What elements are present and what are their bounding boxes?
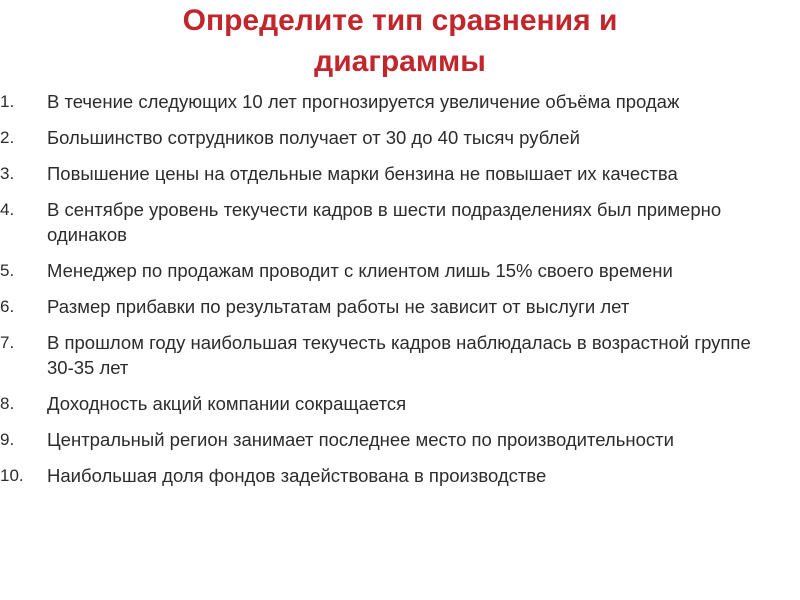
title-line-2: диаграммы [314,45,486,78]
item-number: 9. [0,430,15,449]
list-item [0,330,800,380]
list-item [0,391,800,416]
list-item [0,294,800,319]
item-number: 3. [0,164,15,183]
item-text: Наибольшая доля фондов задействована в производстве [47,465,547,486]
item-number: 5. [0,261,15,280]
list-item [0,427,800,452]
item-text: Повышение цены на отдельные марки бензина не повышает их качества [47,163,678,184]
list-item [0,125,800,150]
item-text: В прошлом году наибольшая текучесть кадров наблюдалась в возрастной группе 30-35 лет [47,332,751,378]
item-text: В сентябре уровень текучести кадров в шести подразделениях был примерно одинаков [47,199,722,245]
list-item [0,197,800,247]
item-number: 2. [0,128,15,147]
list-item [0,463,800,488]
item-number: 6. [0,297,15,316]
list-item [0,89,800,114]
item-text: Размер прибавки по результатам работы не зависит от выслуги лет [47,296,630,317]
item-number: 4. [0,200,15,219]
title-line-1: Определите тип сравнения и [182,4,618,37]
item-number: 1. [0,92,15,111]
item-text: Большинство сотрудников получает от 30 до 40 тысяч рублей [47,127,580,148]
item-number: 7. [0,333,15,352]
item-text: Центральный регион занимает последнее место по производительности [47,429,674,450]
item-text: Менеджер по продажам проводит с клиентом лишь 15% своего времени [47,260,673,281]
item-text: В течение следующих 10 лет прогнозируется увеличение объёма продаж [47,91,680,112]
list-item [0,161,800,186]
statement-list [0,89,800,499]
item-text: Доходность акций компании сокращается [47,393,407,414]
item-number: 8. [0,394,15,413]
item-number: 10. [0,466,24,485]
list-item [0,258,800,283]
slide-title [0,0,800,82]
